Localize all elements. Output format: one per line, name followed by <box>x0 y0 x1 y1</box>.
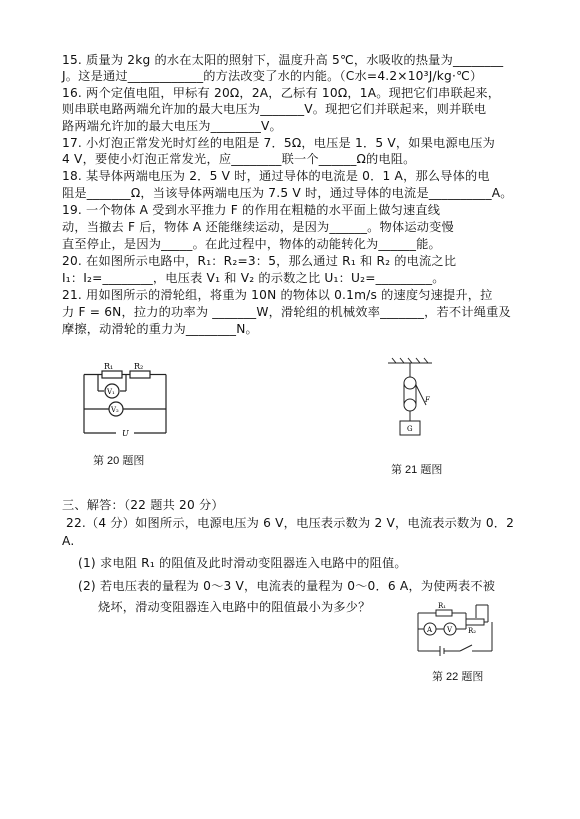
q21-line-1: 21. 用如图所示的滑轮组，将重为 10N 的物体以 0.1m/s 的速度匀速提升，拉 <box>62 288 493 302</box>
q22-part-1: (1) 求电阻 R₁ 的阻值及此时滑动变阻器连入电路中的阻值。 <box>78 556 407 570</box>
q16-line-2: 则串联电路两端允许加的最大电压为_______V。现把它们并联起来，则并联电 <box>62 102 487 116</box>
fig20-u-label: U <box>122 429 129 438</box>
figure-22-circuit <box>410 599 500 661</box>
fig22-r2-label: R₂ <box>468 627 477 635</box>
fig21-g-label: G <box>407 425 413 433</box>
q17-line-2: 4 V，要使小灯泡正常发光，应________联一个______Ω的电阻。 <box>62 152 416 166</box>
figure-22-caption: 第 22 题图 <box>432 671 484 683</box>
figure-20-circuit <box>76 363 186 443</box>
q18-line-2: 阻是_______Ω，当该导体两端电压为 7.5 V 时，通过导体的电流是__________A。 <box>62 186 513 200</box>
figure-21-pulley <box>382 357 442 452</box>
q22-intro-line-2: A. <box>62 534 75 548</box>
fig20-r1-label: R₁ <box>104 363 114 371</box>
q18-line-1: 18. 某导体两端电压为 2．5 V 时，通过导体的电流是 0．1 A，那么导体的电 <box>62 169 490 183</box>
q15-line-2: J。这是通过____________的方法改变了水的内能。（C水=4.2×10³J/kg·℃） <box>62 69 483 83</box>
q20-line-1: 20. 在如图所示电路中，R₁：R₂=3：5，那么通过 R₁ 和 R₂ 的电流之比 <box>62 254 457 268</box>
q19-line-1: 19. 一个物体 A 受到水平推力 F 的作用在粗糙的水平面上做匀速直线 <box>62 203 441 217</box>
fig20-v2-label: V₂ <box>111 406 119 414</box>
q21-line-2: 力 F = 6N，拉力的功率为 _______W，滑轮组的机械效率_______，若不计绳重及 <box>62 305 511 319</box>
q17-line-1: 17. 小灯泡正常发光时灯丝的电阻是 7．5Ω，电压是 1．5 V，如果电源电压为 <box>62 136 495 150</box>
q19-line-2: 动，当撤去 F 后，物体 A 还能继续运动，是因为______。物体运动变慢 <box>62 220 454 234</box>
q15-line-1: 15. 质量为 2kg 的水在太阳的照射下，温度升高 5℃，水吸收的热量为________ <box>62 53 504 67</box>
q16-line-3: 路两端允许加的最大电压为________V。 <box>62 119 282 133</box>
q20-line-2: I₁：I₂=________，电压表 V₁ 和 V₂ 的示数之比 U₁：U₂=_________。 <box>62 271 445 285</box>
q22-part-2-line-2: 烧坏，滑动变阻器连入电路中的阻值最小为多少？ <box>98 600 371 614</box>
q22-intro-line-1: 22.（4 分）如图所示，电源电压为 6 V，电压表示数为 2 V，电流表示数为 0．2 <box>66 516 515 530</box>
figure-20-caption: 第 20 题图 <box>93 455 145 467</box>
q22-part-2-line-1: (2) 若电压表的量程为 0～3 V，电流表的量程为 0～0．6 A，为使两表不被 <box>78 579 496 593</box>
fig21-f-label: F <box>425 396 430 404</box>
fig20-r2-label: R₂ <box>134 363 144 371</box>
figure-21-caption: 第 21 题图 <box>391 464 443 476</box>
q19-line-3: 直至停止，是因为_____。在此过程中，物体的动能转化为______能。 <box>62 237 441 251</box>
section-3-title: 三、解答：（22 题共 20 分） <box>62 498 224 512</box>
fig20-v1-label: V₁ <box>107 388 115 396</box>
fig22-voltmeter-label: V <box>447 626 453 634</box>
q21-line-3: 摩擦，动滑轮的重力为________N。 <box>62 322 258 336</box>
q16-line-1: 16. 两个定值电阻，甲标有 20Ω，2A，乙标有 10Ω，1A。现把它们串联起来， <box>62 86 501 100</box>
fig22-ammeter-label: A <box>427 626 433 634</box>
fig22-r1-label: R₁ <box>438 602 447 610</box>
